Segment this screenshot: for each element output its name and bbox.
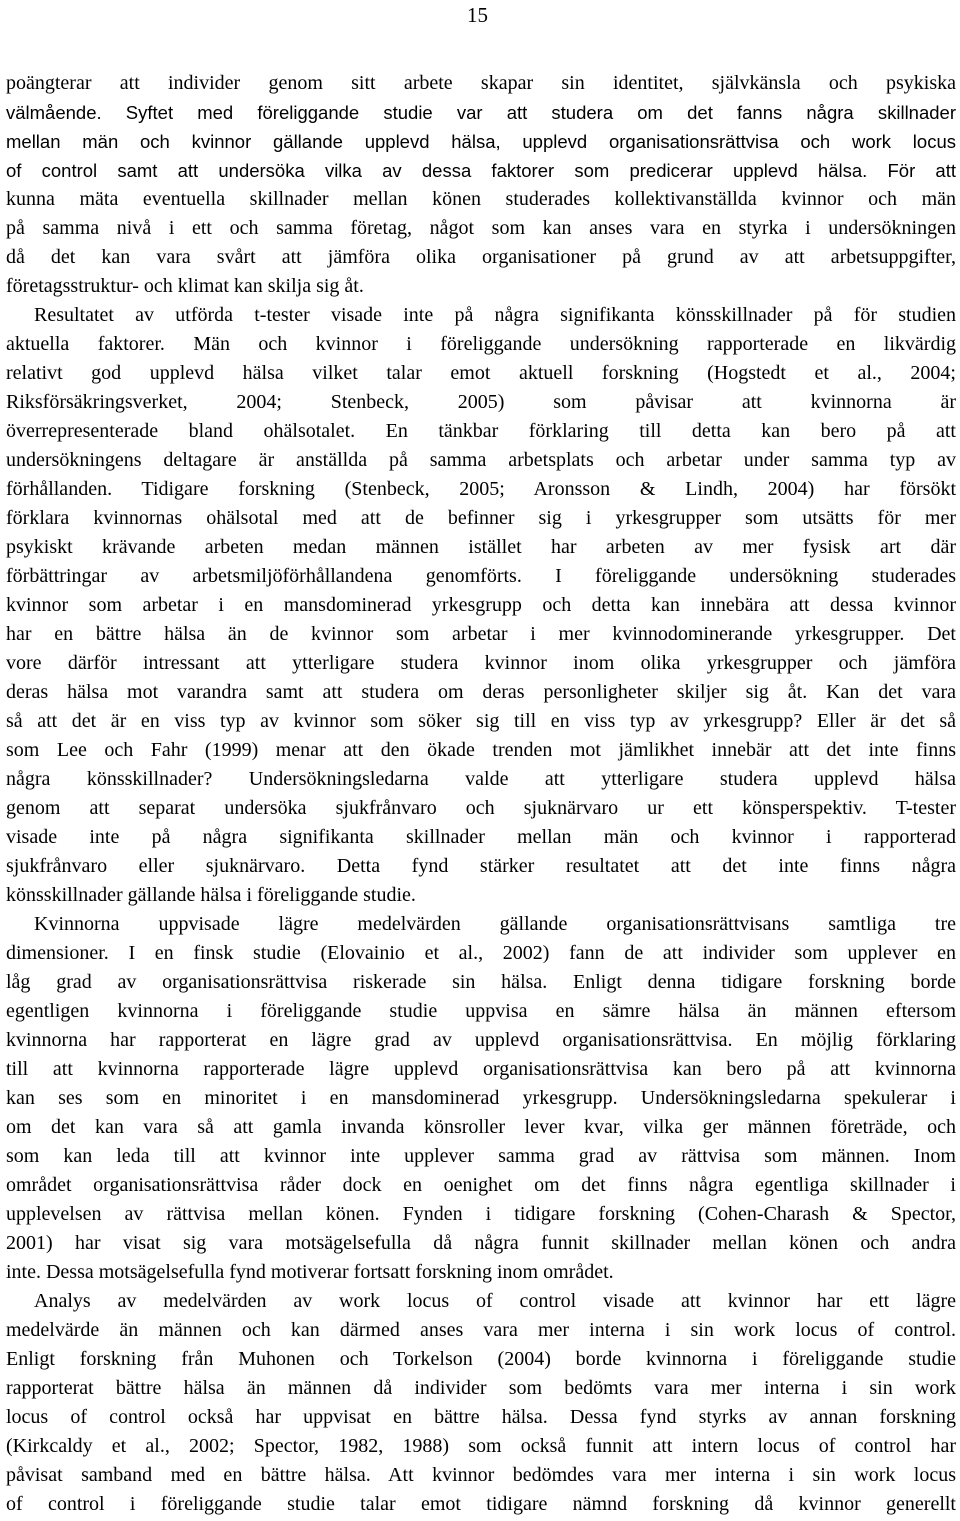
text-line: då det kan vara svårt att jämföra olika organisationer på grund av att arbetsuppgifter, bbox=[6, 246, 956, 268]
page-number: 15 bbox=[467, 3, 488, 27]
text-line: Resultatet av utförda t-tester visade inte på några signifikanta könsskillnader på för studien bbox=[34, 304, 956, 326]
text-line: psykiskt krävande arbeten medan männen istället har arbeten av mer fysisk art där bbox=[6, 536, 956, 558]
text-line: har en bättre hälsa än de kvinnor som arbetar i mer kvinnodominerande yrkesgrupper. Det bbox=[6, 623, 956, 645]
text-line: poängterar att individer genom sitt arbete skapar sin identitet, självkänsla och psykiska bbox=[6, 72, 956, 94]
text-line: of control samt att undersöka vilka av dessa faktorer som predicerar upplevd hälsa. För att bbox=[6, 160, 956, 181]
document-body bbox=[6, 69, 956, 1519]
text-line: undersökningens deltagare är anställda på samma arbetsplats och arbetar under samma typ av bbox=[6, 449, 956, 471]
text-line: som Lee och Fahr (1999) menar att den ökade trenden mot jämlikhet innebär att det inte finns bbox=[6, 739, 956, 761]
text-line: deras hälsa mot varandra samt att studera om deras personligheter skiljer sig åt. Kan det vara bbox=[6, 681, 956, 703]
text-line: låg grad av organisationsrättvisa riskerade sin hälsa. Enligt denna tidigare forskning borde bbox=[6, 971, 956, 993]
text-line: till att kvinnorna rapporterade lägre upplevd organisationsrättvisa kan bero på att kvinnorna bbox=[6, 1058, 956, 1080]
text-line: rapporterat bättre hälsa än männen då individer som bedömts vara mer interna i sin work bbox=[6, 1377, 956, 1399]
text-line: Enligt forskning från Muhonen och Torkelson (2004) borde kvinnorna i föreliggande studie bbox=[6, 1348, 956, 1370]
text-line: överrepresenterade bland ohälsotalet. En tänkbar förklaring till detta kan bero på att bbox=[6, 420, 956, 442]
text-line: företagsstruktur- och klimat kan skilja sig åt. bbox=[6, 275, 364, 297]
text-line: om det kan vara så att gamla invanda könsroller lever kvar, vilka ger männen företräde, och bbox=[6, 1116, 956, 1138]
text-line: på samma nivå i ett och samma företag, något som kan anses vara en styrka i undersökningen bbox=[6, 217, 956, 239]
text-line: sjukfrånvaro eller sjuknärvaro. Detta fynd stärker resultatet att det inte finns några bbox=[6, 855, 956, 877]
text-line: förbättringar av arbetsmiljöförhållandena genomförts. I föreliggande undersökning studerades bbox=[6, 565, 956, 587]
text-line: dimensioner. I en finsk studie (Elovainio et al., 2002) fann de att individer som upplever en bbox=[6, 942, 956, 964]
text-line: of control i föreliggande studie talar emot tidigare nämnd forskning då kvinnor generellt bbox=[6, 1493, 956, 1515]
text-line: Analys av medelvärden av work locus of control visade att kvinnor har ett lägre bbox=[34, 1290, 956, 1312]
text-line: genom att separat undersöka sjukfrånvaro och sjuknärvaro ur ett könsperspektiv. T-tester bbox=[6, 797, 956, 819]
text-line: egentligen kvinnorna i föreliggande studie uppvisa en sämre hälsa än männen eftersom bbox=[6, 1000, 956, 1022]
text-line: 2001) har visat sig vara motsägelsefulla då några funnit skillnader mellan könen och andra bbox=[6, 1232, 956, 1254]
text-line: välmående. Syftet med föreliggande studie var att studera om det fanns några skillnader bbox=[6, 102, 956, 123]
text-line: kan ses som en minoritet i en mansdominerad yrkesgrupp. Undersökningsledarna spekulerar i bbox=[6, 1087, 956, 1109]
text-line: Riksförsäkringsverket, 2004; Stenbeck, 2005) som påvisar att kvinnorna är bbox=[6, 391, 956, 413]
text-line: visade inte på några signifikanta skillnader mellan män och kvinnor i rapporterad bbox=[6, 826, 956, 848]
text-line: så att det är en viss typ av kvinnor som söker sig till en viss typ av yrkesgrupp? Eller är det så bbox=[6, 710, 956, 732]
text-line: aktuella faktorer. Män och kvinnor i föreliggande undersökning rapporterade en likvärdig bbox=[6, 333, 956, 355]
text-line: vore därför intressant att ytterligare studera kvinnor inom olika yrkesgrupper och jämföra bbox=[6, 652, 956, 674]
text-line: locus of control också har uppvisat en bättre hälsa. Dessa fynd styrks av annan forskning bbox=[6, 1406, 956, 1428]
text-line: området organisationsrättvisa råder dock en oenighet om det finns några egentliga skillnader i bbox=[6, 1174, 956, 1196]
text-line: relativt god upplevd hälsa vilket talar emot aktuell forskning (Hogstedt et al., 2004; bbox=[6, 362, 956, 384]
text-line: förklara kvinnornas ohälsotal med att de befinner sig i yrkesgrupper som utsätts för mer bbox=[6, 507, 956, 529]
text-line: inte. Dessa motsägelsefulla fynd motiverar fortsatt forskning inom området. bbox=[6, 1261, 614, 1283]
text-line: förhållanden. Tidigare forskning (Stenbeck, 2005; Aronsson & Lindh, 2004) har försökt bbox=[6, 478, 956, 500]
text-line: kvinnor som arbetar i en mansdominerad yrkesgrupp och detta kan innebära att dessa kvinnor bbox=[6, 594, 956, 616]
text-line: påvisat samband med en bättre hälsa. Att kvinnor bedömdes vara mer interna i sin work locus bbox=[6, 1464, 956, 1486]
text-line: mellan män och kvinnor gällande upplevd hälsa, upplevd organisationsrättvisa och work locus bbox=[6, 131, 956, 152]
text-line: Kvinnorna uppvisade lägre medelvärden gällande organisationsrättvisans samtliga tre bbox=[34, 913, 956, 935]
text-line: medelvärde än männen och kan därmed anses vara mer interna i sin work locus of control. bbox=[6, 1319, 956, 1341]
text-line: upplevelsen av rättvisa mellan könen. Fynden i tidigare forskning (Cohen-Charash & Spector, bbox=[6, 1203, 956, 1225]
text-line: (Kirkcaldy et al., 2002; Spector, 1982, 1988) som också funnit att intern locus of control har bbox=[6, 1435, 956, 1457]
text-line: kunna mäta eventuella skillnader mellan könen studerades kollektivanställda kvinnor och män bbox=[6, 188, 956, 210]
text-line: som kan leda till att kvinnor inte upplever samma grad av rättvisa som männen. Inom bbox=[6, 1145, 956, 1167]
text-line: kvinnorna har rapporterat en lägre grad av upplevd organisationsrättvisa. En möjlig förklaring bbox=[6, 1029, 956, 1051]
text-line: könsskillnader gällande hälsa i föreliggande studie. bbox=[6, 884, 416, 906]
text-line: några könsskillnader? Undersökningsledarna valde att ytterligare studera upplevd hälsa bbox=[6, 768, 956, 790]
